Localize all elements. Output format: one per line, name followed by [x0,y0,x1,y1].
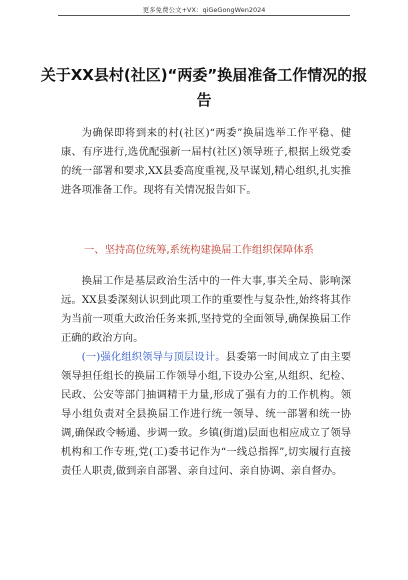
subsection-1-paragraph [61,348,351,481]
subsection-1-heading: (一)强化组织领导与顶层设计。 [81,351,226,363]
section-1-paragraph: 换届工作是基层政治生活中的一件大事,事关全局、影响深远。XX县委深刻认识到此项工作的重要性与复杂性,始终将其作为当前一项重大政治任务来抓,坚持党的全面领导,确保换届工作正确的政治方向。 [61,275,351,344]
subsection-1-text: 县委第一时间成立了由主要领导担任组长的换届工作领导小组,下设办公室,从组织、纪检、民政、公安等部门抽调精干力量,形成了强有力的工作机构。领导小组负责对全县换届工作进行统一领导、统一部署和统一协调,确保政令畅通、步调一致。乡镇(街道)层面也相应成立了领导机构和工作专班,党(工)委书记作为“一线总指挥”,切实履行直接责任人职责,做到亲自部署、亲自过问、亲自协调、亲自督办。 [61,351,351,477]
header-note: 更多免费公文+VX：qiGeGongWen2024 [142,6,266,14]
intro-paragraph: 为确保即将到来的村(社区)“两委”换届选举工作平稳、健康、有序进行,选优配强新一届村(社区)领导班子,根据上级党委的统一部署和要求,XX县委高度重视,及早谋划,精心组织,扎实推进各项准备工作。现将有关情况报告如下。 [61,127,351,196]
document-title: 关于XX县村(社区)“两委”换届准备工作情况的报告 [40,66,368,109]
section-1-heading: 一、坚持高位统筹,系统构建换届工作组织保障体系 [84,244,314,256]
header-divider [58,15,350,16]
